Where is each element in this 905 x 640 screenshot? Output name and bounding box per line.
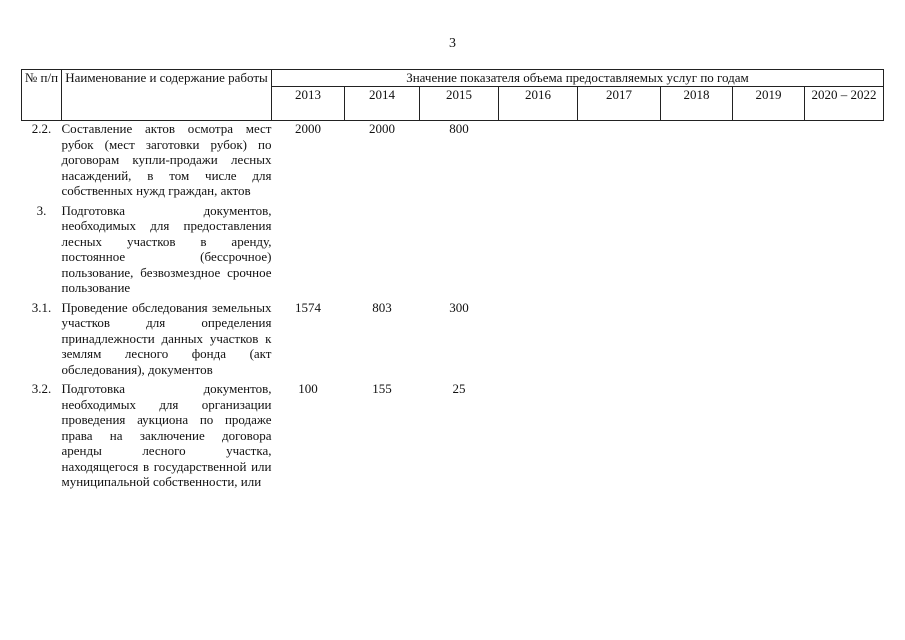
row-work-name: Проведение обследования земельных участков для определения принадлежности данных участков к землям лесного фонда (акт обследования), документов	[61, 299, 272, 377]
header-year: 2014	[345, 87, 420, 121]
row-work-name: Подготовка документов, необходимых для организации проведения аукциона по продаже права на заключение договора аренды лесного участка, находящегося в государственной или муниципальной собственности, или	[61, 381, 272, 489]
row-value	[661, 300, 733, 382]
table-row	[22, 121, 884, 203]
row-value: 2000	[295, 121, 321, 136]
row-value	[499, 381, 578, 494]
row-value	[733, 381, 805, 494]
row-value	[420, 203, 499, 300]
row-number: 2.2.	[31, 121, 52, 136]
row-value	[661, 121, 733, 203]
header-year: 2017	[578, 87, 661, 121]
header-year: 2019	[733, 87, 805, 121]
row-value	[499, 121, 578, 203]
header-work-name: Наименование и содержание работы	[62, 70, 272, 121]
row-value	[578, 121, 661, 203]
row-value: 155	[372, 381, 392, 396]
row-value	[499, 300, 578, 382]
row-value	[805, 300, 884, 382]
row-value	[578, 381, 661, 494]
row-value	[272, 203, 345, 300]
row-number: 3.1.	[31, 299, 52, 315]
row-value	[661, 203, 733, 300]
header-year: 2016	[499, 87, 578, 121]
row-number: 3.	[36, 202, 47, 218]
table-row	[22, 300, 884, 382]
table-row	[22, 203, 884, 300]
row-value	[733, 203, 805, 300]
page-number: 3	[449, 36, 456, 51]
row-value	[499, 203, 578, 300]
row-value	[345, 203, 420, 300]
row-value: 2000	[369, 121, 395, 136]
row-value	[733, 121, 805, 203]
row-value: 1574	[295, 299, 321, 315]
row-value	[661, 381, 733, 494]
table-row	[22, 381, 884, 494]
row-value: 803	[372, 299, 392, 315]
row-value	[733, 300, 805, 382]
header-year: 2015	[420, 87, 499, 121]
row-work-name: Подготовка документов, необходимых для предоставления лесных участков в аренду, постоянное (бессрочное) пользование, безвозмездное срочное пользование	[61, 202, 272, 295]
row-number: 3.2.	[31, 381, 52, 396]
header-values-by-year: Значение показателя объема предоставляемых услуг по годам	[272, 70, 884, 87]
row-value	[805, 381, 884, 494]
row-work-name: Составление актов осмотра мест рубок (мест заготовки рубок) по договорам купли-продажи лесных насаждений, в том числе для собственных нужд граждан, актов	[61, 121, 272, 198]
row-value: 25	[452, 381, 466, 396]
row-value	[805, 121, 884, 203]
row-value	[578, 300, 661, 382]
services-volume-table	[21, 69, 884, 494]
row-value: 800	[449, 121, 469, 136]
header-num: № п/п	[22, 70, 62, 121]
header-year: 2020 – 2022	[805, 87, 884, 121]
row-value: 100	[298, 381, 318, 396]
header-year: 2013	[272, 87, 345, 121]
header-year: 2018	[661, 87, 733, 121]
row-value: 300	[449, 299, 469, 315]
row-value	[578, 203, 661, 300]
row-value	[805, 203, 884, 300]
